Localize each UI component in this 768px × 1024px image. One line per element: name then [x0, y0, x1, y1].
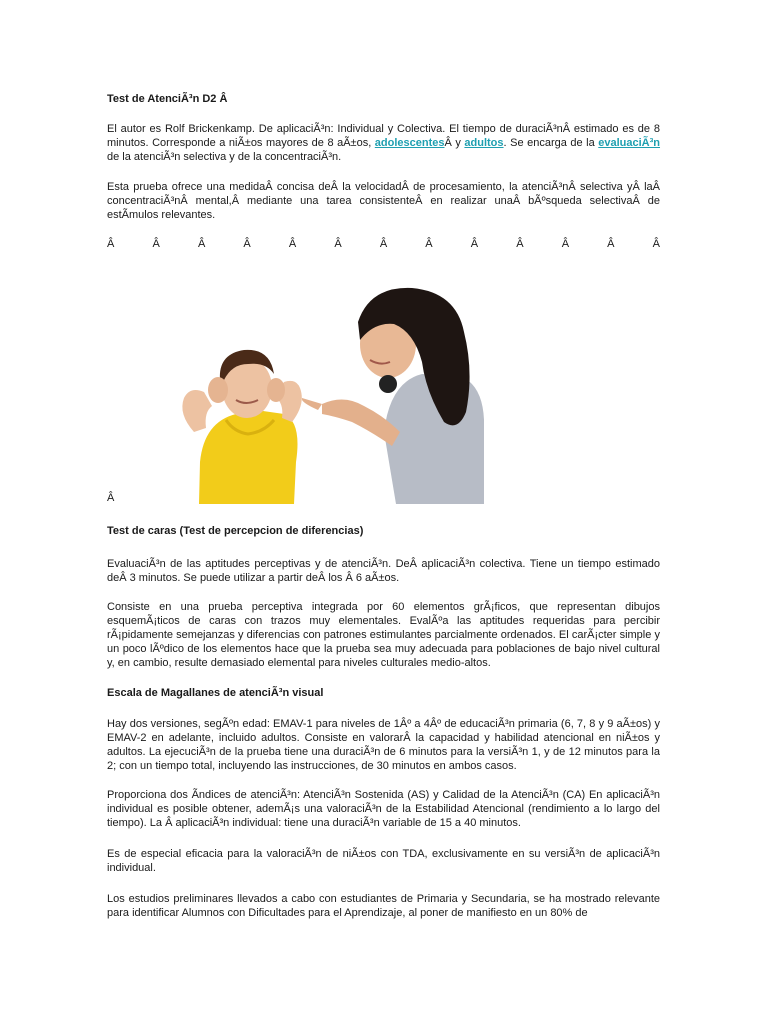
paragraph-caras-evaluation: EvaluaciÃ³n de las aptitudes perceptivas y de atenciÃ³n. DeÂ aplicaciÃ³n colectiva. Tiene un tiempo estimado deÂ 3 minutos. Se puede utilizar a partir deÂ los Â 6 aÃ±os.: [107, 558, 660, 584]
paragraph-d2-description: Esta prueba ofrece una medidaÂ concisa deÂ la velocidadÂ de procesamiento, la atenciÃ³nÂ selectiva yÂ laÂ concentraciÃ³nÂ mental,Â mediante una tarea consistenteÂ en realizar unaÂ bÃºsqueda selectivaÂ de estÃmulos relevantes.: [107, 181, 660, 221]
artifact-char: Â: [561, 238, 570, 250]
heading-escala-magallanes: Escala de Magallanes de atenciÃ³n visual: [107, 687, 324, 699]
heading-test-d2: Test de AtenciÃ³n D2 Â: [107, 93, 228, 105]
child-figure: [182, 350, 301, 504]
artifact-char: Â: [652, 238, 660, 250]
link-adolescentes[interactable]: adolescentes: [374, 137, 445, 149]
paragraph-d2-author: El autor es Rolf Brickenkamp. De aplicaciÃ³n: Individual y Colectiva. El tiempo de duraciÃ³nÂ estimado es de 8 minutos. Corresponde a niÃ±os mayores de 8 aÃ±os, adolescentesÂ y adultos. Se encarga de la evaluaciÃ³n de la atenciÃ³n selectiva y de la concentraciÃ³n.: [107, 123, 661, 163]
heading-test-caras: Test de caras (Test de percepcion de diferencias): [107, 525, 364, 537]
mother-figure: [302, 288, 484, 504]
artifact-char: Â: [288, 238, 297, 250]
encoding-artifact-row: [107, 238, 660, 250]
paragraph-magallanes-indices: Proporciona dos Ãndices de atenciÃ³n: AtenciÃ³n Sostenida (AS) y Calidad de la AtenciÃ³n (CA) En aplicaciÃ³n individual es posible obtener, ademÃ¡s una valoraciÃ³n de la Estabilidad Atencional (rendimiento a lo largo del tiempo). La Â aplicaciÃ³n individual: tiene una duraciÃ³n variable de 15 a 40 minutos.: [107, 789, 660, 829]
link-evaluacion[interactable]: evaluaciÃ³n: [598, 137, 661, 149]
artifact-char: Â: [516, 238, 524, 250]
artifact-char: Â: [107, 238, 115, 250]
mother-scolding-child-photo: [174, 282, 484, 504]
paragraph-caras-description: Consiste en una prueba perceptiva integrada por 60 elementos grÃ¡ficos, que representan dibujos esquemÃ¡ticos de caras con trazos muy elementales. EvalÃºa las aptitudes requeridas para percibir rÃ¡pidamente semejanzas y diferencias con patrones estimulantes parcialmente ordenados. El carÃ¡cter simple y un poco lÃºdico de los elementos hace que la prueba sea muy adecuada para poblaciones de bajo nivel cultural y, en cambio, resulte demasiado elemental para niveles culturales medio-altos.: [107, 601, 660, 669]
paragraph-magallanes-studies: Los estudios preliminares llevados a cabo con estudiantes de Primaria y Secundaria, se ha mostrado relevante para identificar Alumnos con Dificultades para el Aprendizaje, al poner de manifiesto en un 80% de: [107, 893, 660, 919]
artifact-char: Â: [379, 238, 388, 250]
artifact-char: Â: [197, 238, 206, 250]
artifact-char: Â: [607, 238, 615, 250]
artifact-char: Â: [470, 238, 479, 250]
artifact-char: Â: [334, 238, 342, 250]
artifact-char: Â: [152, 238, 160, 250]
link-adultos[interactable]: adultos: [464, 137, 504, 149]
artifact-char: Â: [425, 238, 433, 250]
paragraph-magallanes-versions: Hay dos versiones, segÃºn edad: EMAV-1 para niveles de 1Âº a 4Âº de educaciÃ³n primaria (6, 7, 8 y 9 aÃ±os) y EMAV-2 en adelante, incluido adultos. Consiste en valorarÂ la capacidad y habilidad atencional en niÃ±os y adultos. La ejecuciÃ³n de la prueba tiene una duraciÃ³n de 6 minutos para la versiÃ³n 1, y de 12 minutos para la 2; con un tiempo total, incluyendo las instrucciones, de 30 minutos en ambos casos.: [107, 718, 660, 772]
stray-character: Â: [107, 492, 115, 504]
artifact-char: Â: [243, 238, 251, 250]
paragraph-magallanes-tda: Es de especial eficacia para la valoraciÃ³n de niÃ±os con TDA, exclusivamente en su versiÃ³n de aplicaciÃ³n individual.: [107, 848, 660, 874]
